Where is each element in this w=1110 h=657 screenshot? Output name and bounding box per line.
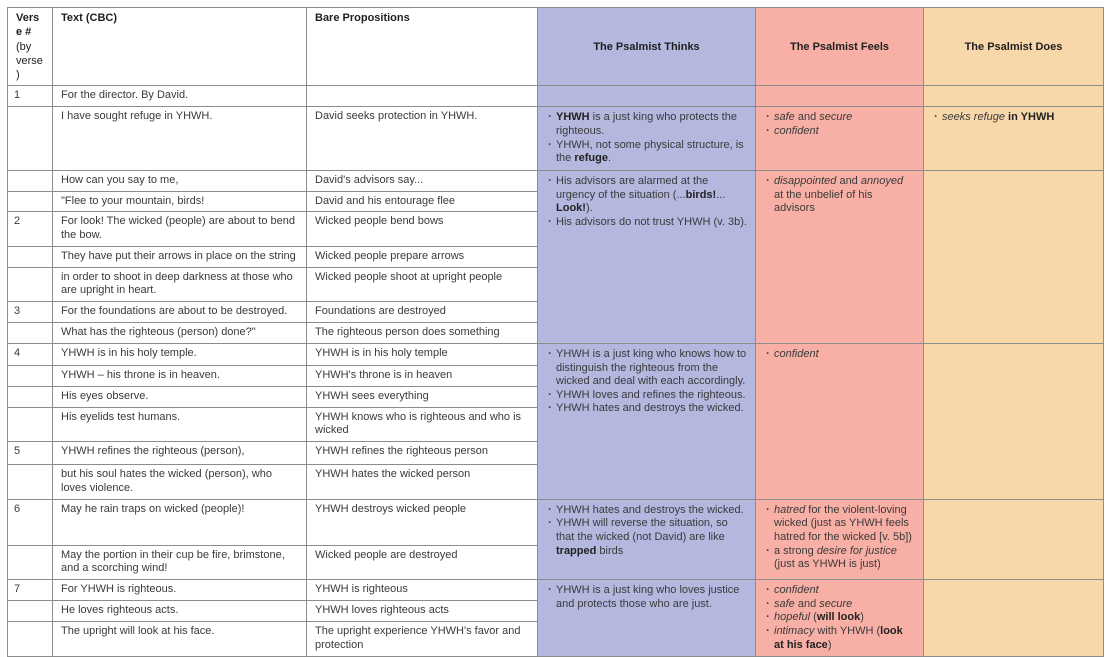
bullet-marker-icon: · (766, 611, 770, 624)
verse-number-cell: 5 (8, 442, 53, 465)
bullet-marker-icon: · (548, 215, 552, 228)
verse-number-cell (8, 545, 53, 580)
text-cbc-cell: For the director. By David. (53, 86, 307, 107)
bullet-marker-icon: · (766, 584, 770, 597)
text-segment: desire for justice (816, 544, 897, 557)
text-segment: YHWH hates and destroys the wicked. (556, 402, 744, 415)
bare-proposition-cell: Wicked people bend bows (307, 212, 538, 247)
bare-proposition-cell (307, 86, 538, 107)
bare-proposition-cell: David's advisors say... (307, 170, 538, 191)
bullet-item (762, 611, 915, 625)
bullet-text (556, 584, 747, 611)
text-segment: secure (819, 597, 853, 610)
text-segment: a strong (774, 544, 817, 557)
psalmist-feels-cell (756, 499, 924, 580)
bullet-marker-icon: · (766, 625, 770, 638)
psalmist-feels-cell (756, 86, 924, 107)
text-segment: YHWH (556, 111, 590, 124)
verse-header-sub: (by verse) (16, 40, 43, 82)
psalmist-feels-cell (756, 170, 924, 343)
bullet-item (544, 139, 747, 166)
bullet-text (774, 175, 915, 216)
psalm-analysis-table (7, 7, 1104, 657)
bullet-marker-icon: · (548, 584, 552, 597)
text-segment: trapped (556, 544, 597, 557)
bullet-text (942, 111, 1095, 125)
text-cbc-cell: May he rain traps on wicked (people)! (53, 499, 307, 545)
bare-proposition-cell: YHWH is in his holy temple (307, 343, 538, 365)
text-cbc-cell: May the portion in their cup be fire, brimstone, and a scorching wind! (53, 545, 307, 580)
text-segment: Look! (556, 202, 586, 215)
psalmist-thinks-cell (538, 86, 756, 107)
bullet-marker-icon: · (548, 138, 552, 151)
bullet-item (544, 216, 747, 230)
verse-number-cell: 7 (8, 580, 53, 601)
psalmist-does-cell (924, 499, 1104, 580)
text-segment: YHWH hates and destroys the wicked. (556, 503, 744, 516)
text-segment: confident (774, 347, 819, 360)
bullet-text (774, 598, 915, 612)
verse-number-cell (8, 267, 53, 302)
bullet-marker-icon: · (548, 111, 552, 124)
text-segment: His advisors do not trust YHWH (v. 3b). (556, 215, 747, 228)
bullet-text (774, 625, 915, 652)
bullet-text (556, 111, 747, 138)
table-row (8, 107, 1104, 171)
text-segment: hatred (774, 503, 806, 516)
bullet-item (762, 111, 915, 125)
text-cbc-cell: His eyelids test humans. (53, 407, 307, 442)
psalmist-thinks-cell (538, 107, 756, 171)
text-segment: YHWH is a just king who loves justice and protects those who are just. (556, 584, 740, 610)
bullet-marker-icon: · (766, 111, 770, 124)
text-segment: confident (774, 125, 819, 138)
bullet-text (556, 389, 747, 403)
bullet-item (544, 111, 747, 138)
verse-number-cell (8, 107, 53, 171)
bullet-item (762, 598, 915, 612)
text-cbc-cell: in order to shoot in deep darkness at those who are upright in heart. (53, 267, 307, 302)
text-segment: birds (596, 544, 624, 557)
bare-proposition-cell: YHWH sees everything (307, 386, 538, 407)
text-segment: YHWH will reverse the situation, so that the wicked (not David) are like (556, 517, 728, 543)
verse-number-cell: 4 (8, 343, 53, 365)
text-segment: ) (827, 638, 832, 651)
bullet-text (556, 517, 747, 558)
bullet-text (774, 125, 915, 139)
text-segment: look at his face (774, 625, 903, 651)
bullet-marker-icon: · (766, 597, 770, 610)
text-segment: for the violent-loving wicked (just as YHWH feels hatred for the wicked [v. 5b]) (774, 503, 912, 543)
text-cbc-cell: The upright will look at his face. (53, 622, 307, 657)
text-cbc-cell: What has the righteous (person) done?" (53, 323, 307, 344)
text-segment: His advisors are alarmed at the urgency of the situation (... (556, 174, 709, 201)
bullet-item (762, 625, 915, 652)
bullet-text (774, 584, 915, 598)
text-segment: ). (585, 202, 593, 215)
text-segment: ... (716, 188, 726, 201)
bullet-marker-icon: · (548, 503, 552, 516)
bullet-item (762, 348, 915, 362)
table-row (8, 86, 1104, 107)
bullet-marker-icon: · (548, 174, 552, 187)
table-row (8, 580, 1104, 601)
text-segment: refuge (574, 152, 608, 165)
bare-proposition-cell: Wicked people are destroyed (307, 545, 538, 580)
verse-number-cell (8, 323, 53, 344)
text-segment: YHWH loves and refines the righteous. (556, 388, 746, 401)
verse-number-cell: 3 (8, 302, 53, 323)
bullet-marker-icon: · (766, 347, 770, 360)
bullet-text (556, 139, 747, 166)
bare-proposition-cell: The righteous person does something (307, 323, 538, 344)
bare-proposition-cell: YHWH loves righteous acts (307, 601, 538, 622)
verse-number-cell (8, 622, 53, 657)
verse-number-cell: 1 (8, 86, 53, 107)
bare-proposition-cell: YHWH is righteous (307, 580, 538, 601)
col-header-bare-propositions: Bare Propositions (307, 8, 538, 86)
bare-proposition-cell: The upright experience YHWH's favor and protection (307, 622, 538, 657)
bullet-marker-icon: · (548, 388, 552, 401)
bullet-item (544, 504, 747, 518)
bare-proposition-cell: Wicked people prepare arrows (307, 246, 538, 267)
header-row (8, 8, 1104, 86)
text-segment: seeks refuge (942, 111, 1005, 124)
bullet-text (556, 402, 747, 416)
verse-number-cell (8, 465, 53, 500)
bullet-item (544, 389, 747, 403)
bare-proposition-cell: David seeks protection in YHWH. (307, 107, 538, 171)
psalmist-does-cell (924, 170, 1104, 343)
text-segment: with YHWH ( (814, 625, 881, 638)
col-header-psalmist-feels: The Psalmist Feels (756, 8, 924, 86)
bullet-item (544, 517, 747, 558)
bare-proposition-cell: YHWH destroys wicked people (307, 499, 538, 545)
verse-number-cell (8, 246, 53, 267)
bullet-marker-icon: · (548, 347, 552, 360)
text-segment: secure (819, 111, 853, 124)
bare-proposition-cell: YHWH's throne is in heaven (307, 365, 538, 386)
bullet-marker-icon: · (934, 111, 938, 124)
bullet-item (544, 584, 747, 611)
bullet-marker-icon: · (766, 174, 770, 187)
bare-proposition-cell: Wicked people shoot at upright people (307, 267, 538, 302)
text-cbc-cell: YHWH refines the righteous (person), (53, 442, 307, 465)
psalmist-does-cell (924, 107, 1104, 171)
text-segment: safe (774, 111, 795, 124)
text-cbc-cell: YHWH – his throne is in heaven. (53, 365, 307, 386)
text-segment: ) (860, 611, 864, 624)
bullet-item (544, 348, 747, 389)
bullet-item (544, 175, 747, 216)
text-segment: and (794, 597, 820, 610)
text-segment: YHWH, not some physical structure, is the (556, 138, 744, 165)
verse-number-cell (8, 407, 53, 442)
bullet-item (930, 111, 1095, 125)
text-segment: is a just king who protects the righteous. (556, 111, 737, 138)
bullet-text (556, 348, 747, 389)
psalmist-does-cell (924, 580, 1104, 657)
text-segment: hopeful (774, 611, 811, 624)
text-segment: birds! (685, 188, 717, 201)
bare-proposition-cell: YHWH refines the righteous person (307, 442, 538, 465)
text-cbc-cell: For YHWH is righteous. (53, 580, 307, 601)
text-segment: disappointed (774, 174, 837, 187)
bullet-item (762, 545, 915, 572)
bullet-marker-icon: · (766, 125, 770, 138)
verse-number-cell (8, 365, 53, 386)
text-segment: . (607, 152, 612, 165)
text-segment: safe (774, 597, 795, 610)
col-header-text-cbc: Text (CBC) (53, 8, 307, 86)
bare-proposition-cell: David and his entourage flee (307, 191, 538, 212)
bullet-text (774, 111, 915, 125)
bullet-item (762, 584, 915, 598)
bullet-item (544, 402, 747, 416)
bullet-text (556, 175, 747, 216)
text-cbc-cell: but his soul hates the wicked (person), who loves violence. (53, 465, 307, 500)
verse-number-cell (8, 191, 53, 212)
bare-proposition-cell: YHWH hates the wicked person (307, 465, 538, 500)
text-cbc-cell: For look! The wicked (people) are about to bend the bow. (53, 212, 307, 247)
text-cbc-cell: His eyes observe. (53, 386, 307, 407)
col-header-psalmist-thinks: The Psalmist Thinks (538, 8, 756, 86)
psalmist-does-cell (924, 86, 1104, 107)
psalmist-thinks-cell (538, 499, 756, 580)
bullet-item (762, 504, 915, 545)
bullet-text (774, 504, 915, 545)
verse-number-cell: 2 (8, 212, 53, 247)
bullet-text (774, 348, 915, 362)
text-cbc-cell: YHWH is in his holy temple. (53, 343, 307, 365)
text-segment: at the unbelief of his advisors (774, 188, 873, 215)
table-row (8, 343, 1104, 365)
psalmist-thinks-cell (538, 343, 756, 499)
psalmist-feels-cell (756, 107, 924, 171)
bare-proposition-cell: Foundations are destroyed (307, 302, 538, 323)
bullet-item (762, 175, 915, 216)
text-cbc-cell: "Flee to your mountain, birds! (53, 191, 307, 212)
bare-proposition-cell: YHWH knows who is righteous and who is wicked (307, 407, 538, 442)
bullet-marker-icon: · (766, 544, 770, 557)
text-segment: YHWH is a just king who knows how to distinguish the righteous from the wicked and deal with each accordingly. (556, 347, 747, 388)
bullet-marker-icon: · (548, 517, 552, 530)
bullet-text (774, 611, 915, 625)
text-segment: annoyed (860, 174, 904, 187)
text-segment: confident (774, 584, 819, 597)
text-segment: intimacy (774, 625, 815, 638)
verse-header-title: Verse # (16, 12, 40, 39)
text-cbc-cell: He loves righteous acts. (53, 601, 307, 622)
text-segment: and (794, 111, 820, 124)
psalmist-does-cell (924, 343, 1104, 499)
text-cbc-cell: For the foundations are about to be destroyed. (53, 302, 307, 323)
verse-number-cell (8, 601, 53, 622)
text-segment: (just as YHWH is just) (774, 558, 881, 571)
text-segment: in YHWH (1008, 111, 1055, 124)
text-segment: will look (816, 611, 861, 624)
bullet-text (774, 545, 915, 572)
psalmist-feels-cell (756, 343, 924, 499)
table-row (8, 170, 1104, 191)
bullet-text (556, 504, 747, 518)
text-cbc-cell: They have put their arrows in place on the string (53, 246, 307, 267)
text-cbc-cell: How can you say to me, (53, 170, 307, 191)
col-header-psalmist-does: The Psalmist Does (924, 8, 1104, 86)
text-segment: ( (810, 611, 817, 624)
psalmist-thinks-cell (538, 170, 756, 343)
bullet-text (556, 216, 747, 230)
text-cbc-cell: I have sought refuge in YHWH. (53, 107, 307, 171)
verse-number-cell (8, 386, 53, 407)
psalmist-feels-cell (756, 580, 924, 657)
bullet-marker-icon: · (766, 503, 770, 516)
psalmist-thinks-cell (538, 580, 756, 657)
verse-number-cell (8, 170, 53, 191)
bullet-item (762, 125, 915, 139)
verse-number-cell: 6 (8, 499, 53, 545)
bullet-marker-icon: · (548, 402, 552, 415)
table-row (8, 499, 1104, 545)
col-header-verse (8, 8, 53, 86)
text-segment: and (836, 174, 861, 187)
